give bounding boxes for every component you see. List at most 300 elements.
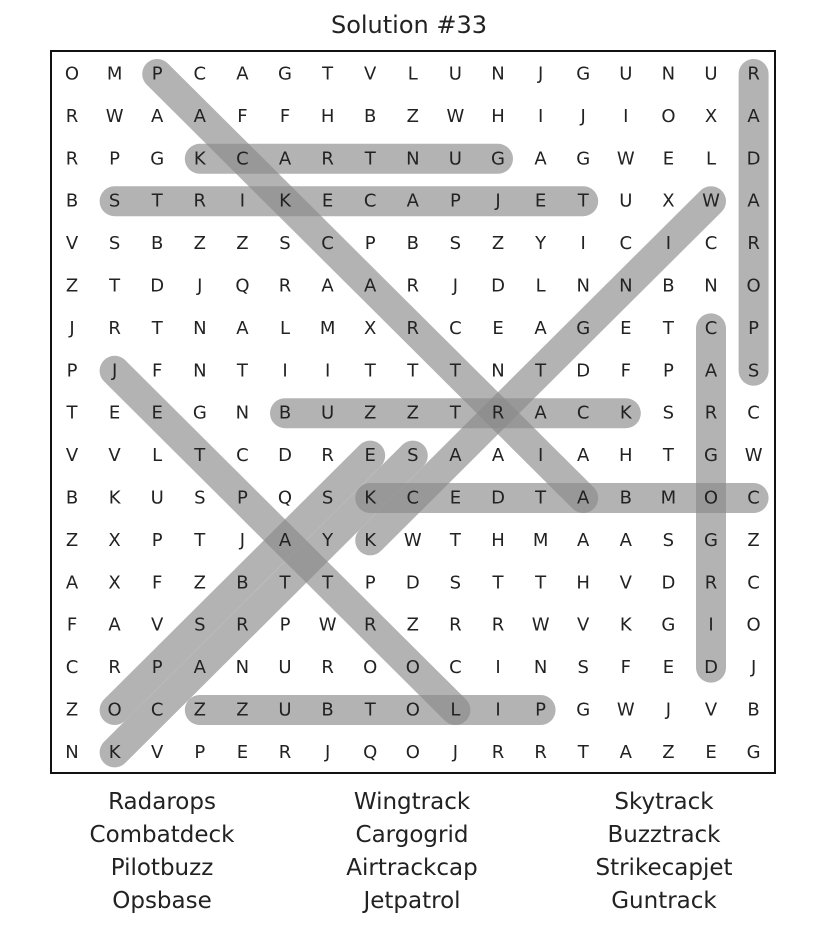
grid-cell: C (406, 487, 420, 509)
grid-cell: B (65, 190, 79, 212)
grid-cell: P (449, 190, 461, 212)
grid-cell: A (364, 275, 377, 297)
grid-cell: H (619, 445, 633, 467)
grid-cell: M (660, 487, 677, 509)
grid-cell: T (236, 360, 248, 382)
grid-cell: E (662, 657, 675, 679)
grid-cell: S (279, 233, 291, 255)
grid-cell: I (623, 105, 629, 127)
grid-cell: C (449, 657, 462, 679)
grid-cell: C (576, 402, 590, 424)
grid-cell: Z (491, 233, 505, 255)
grid-cell: C (449, 317, 462, 339)
grid-cell: K (619, 614, 632, 636)
grid-cell: Z (406, 105, 419, 127)
grid-cell: B (151, 233, 164, 255)
grid-cell: T (151, 317, 163, 339)
grid-cell: N (491, 63, 505, 85)
grid-cell: S (321, 487, 334, 509)
word-item: Skytrack (614, 789, 714, 815)
grid-cell: G (192, 402, 207, 424)
grid-cell: P (279, 614, 291, 636)
grid-cell: X (108, 529, 121, 551)
grid-cell: R (363, 614, 377, 636)
grid-cell: C (236, 148, 249, 170)
grid-cell: P (151, 657, 163, 679)
grid-cell: E (662, 148, 675, 170)
grid-cell: A (151, 105, 164, 127)
grid-cell: E (492, 317, 504, 339)
grid-cell: Z (193, 233, 206, 255)
grid-cell: R (406, 275, 420, 297)
grid-cell: Z (193, 572, 206, 594)
grid-cell: O (107, 699, 122, 721)
grid-cell: J (324, 741, 331, 763)
grid-cell: V (704, 699, 718, 721)
grid-cell: N (661, 63, 676, 85)
grid-cell: B (321, 699, 334, 721)
grid-cell: B (406, 233, 419, 255)
grid-cell: A (236, 63, 249, 85)
word-item: Airtrackcap (346, 855, 478, 881)
grid-cell: D (661, 572, 676, 594)
grid-cell: F (237, 105, 248, 127)
grid-cell: Z (662, 741, 675, 763)
grid-cell: J (197, 275, 203, 297)
grid-cell: T (577, 190, 589, 212)
grid-cell: H (320, 105, 335, 127)
grid-cell: I (708, 614, 714, 636)
grid-cell: U (704, 63, 718, 85)
grid-cell: Z (65, 529, 79, 551)
grid-cell: T (662, 445, 674, 467)
grid-cell: R (491, 741, 505, 763)
grid-cell: A (193, 657, 206, 679)
grid-cell: C (747, 487, 760, 509)
grid-cell: A (619, 529, 632, 551)
grid-cell: F (620, 657, 631, 679)
word-item: Opsbase (112, 888, 212, 914)
grid-cell: C (193, 63, 207, 85)
grid-cell: U (278, 699, 292, 721)
grid-cell: A (534, 148, 547, 170)
grid-cell: X (108, 572, 121, 594)
grid-cell: I (537, 445, 544, 467)
grid-cell: I (324, 360, 331, 382)
grid-cell: Q (363, 741, 378, 763)
grid-cell: P (364, 572, 376, 594)
grid-cell: R (704, 402, 718, 424)
word-list-column-2 (292, 786, 532, 918)
grid-cell: Z (65, 275, 79, 297)
grid-cell: F (66, 614, 78, 636)
grid-cell: N (193, 317, 207, 339)
grid-cell: J (580, 105, 586, 127)
grid-cell: F (620, 360, 631, 382)
grid-cell: T (66, 402, 78, 424)
grid-cell: G (661, 614, 676, 636)
grid-cell: A (577, 445, 590, 467)
grid-cell: U (150, 487, 164, 509)
word-item: Buzztrack (607, 822, 721, 848)
grid-cell: G (576, 148, 591, 170)
grid-cell: C (747, 402, 760, 424)
grid-cell: T (407, 360, 419, 382)
grid-cell: G (491, 148, 505, 170)
grid-cell: E (151, 402, 163, 424)
grid-cell: T (364, 699, 376, 721)
grid-cell: T (449, 529, 461, 551)
grid-cell: O (405, 657, 420, 679)
grid-cell: C (363, 190, 377, 212)
grid-cell: O (64, 63, 80, 85)
grid-cell: P (151, 63, 163, 85)
grid-cell: E (534, 190, 547, 212)
grid-cell: T (662, 317, 674, 339)
grid-cell: X (662, 190, 675, 212)
grid-cell: T (577, 741, 589, 763)
grid-cell: C (321, 233, 334, 255)
grid-cell: E (364, 445, 376, 467)
grid-cell: Z (406, 614, 419, 636)
word-item: Wingtrack (353, 789, 471, 815)
grid-cell: S (449, 233, 462, 255)
grid-cell: F (279, 105, 291, 127)
grid-cell: J (665, 699, 672, 721)
grid-cell: I (580, 233, 586, 255)
grid-cell: Q (235, 275, 250, 297)
grid-cell: P (662, 360, 674, 382)
grid-cell: V (65, 233, 79, 255)
grid-cell: K (108, 741, 121, 763)
grid-cell: A (577, 487, 590, 509)
grid-cell: R (449, 614, 462, 636)
grid-cell: L (152, 445, 163, 467)
grid-cell: R (278, 741, 292, 763)
grid-cell: L (450, 699, 461, 721)
word-item: Guntrack (611, 888, 717, 914)
grid-cell: N (704, 275, 718, 297)
grid-cell: Z (406, 402, 419, 424)
grid-cell: N (193, 360, 207, 382)
grid-cell: Y (535, 233, 547, 255)
grid-cell: T (449, 402, 461, 424)
grid-cell: B (662, 275, 675, 297)
grid-cell: A (108, 614, 121, 636)
grid-cell: V (65, 445, 79, 467)
grid-cell: K (619, 402, 632, 424)
grid-cell: A (65, 572, 79, 594)
grid-cell: Q (277, 487, 293, 509)
grid-cell: S (662, 402, 675, 424)
grid-cell: L (535, 275, 546, 297)
grid-cell: I (495, 699, 501, 721)
grid-cell: H (576, 572, 590, 594)
grid-cell: S (747, 360, 760, 382)
grid-cell: N (576, 275, 590, 297)
grid-cell: R (108, 657, 121, 679)
grid-cell: Z (747, 529, 760, 551)
grid-cell: N (235, 402, 250, 424)
grid-cell: P (109, 148, 121, 170)
grid-cell: Z (236, 233, 249, 255)
grid-cell: E (108, 402, 121, 424)
grid-cell: C (65, 657, 79, 679)
grid-cell: T (449, 360, 461, 382)
grid-cell: T (109, 275, 121, 297)
grid-cell: I (537, 105, 544, 127)
grid-cell: Z (65, 699, 79, 721)
grid-cell: J (495, 190, 501, 212)
grid-cell: C (150, 699, 164, 721)
grid-cell: A (406, 190, 419, 212)
grid-cell: L (407, 63, 418, 85)
grid-cell: P (66, 360, 78, 382)
grid-cell: O (363, 657, 378, 679)
grid-cell: P (236, 487, 248, 509)
grid-cell: R (406, 317, 420, 339)
grid-cell: A (747, 190, 760, 212)
grid-cell: T (535, 360, 547, 382)
grid-cell: D (278, 445, 292, 467)
grid-cell: N (235, 657, 250, 679)
grid-cell: R (321, 148, 334, 170)
grid-cell: W (403, 529, 422, 551)
grid-cell: D (150, 275, 165, 297)
grid-cell: E (449, 487, 462, 509)
grid-cell: O (703, 487, 719, 509)
grid-cell: U (321, 402, 335, 424)
grid-cell: S (194, 614, 206, 636)
grid-cell: N (406, 148, 420, 170)
grid-cell: W (744, 445, 763, 467)
grid-cell: C (704, 233, 718, 255)
grid-cell: V (151, 741, 164, 763)
grid-cell: I (282, 360, 288, 382)
grid-cell: M (319, 317, 336, 339)
grid-cell: S (194, 487, 206, 509)
grid-cell: Y (322, 529, 334, 551)
grid-cell: N (619, 275, 633, 297)
grid-cell: V (151, 614, 164, 636)
grid-cell: R (65, 148, 79, 170)
grid-cell: K (364, 487, 377, 509)
grid-cell: A (534, 402, 547, 424)
grid-cell: Z (193, 699, 206, 721)
grid-cell: O (661, 105, 676, 127)
grid-cell: R (321, 445, 334, 467)
grid-cell: T (322, 572, 334, 594)
solution-highlights (115, 74, 757, 752)
word-item: Strikecapjet (595, 855, 733, 881)
word-item: Radarops (108, 789, 216, 815)
grid-cell: T (322, 63, 334, 85)
grid-cell: R (534, 741, 547, 763)
grid-cell: C (236, 445, 249, 467)
grid-cell: R (491, 402, 505, 424)
word-list-column-1 (42, 786, 282, 918)
grid-cell: B (278, 402, 292, 424)
grid-cell: D (704, 657, 718, 679)
grid-cell: S (662, 529, 675, 551)
grid-cell: W (318, 614, 337, 636)
grid-cell: A (747, 105, 760, 127)
grid-cell: A (619, 741, 632, 763)
grid-cell: R (278, 275, 292, 297)
grid-cell: J (750, 657, 757, 679)
grid-cell: P (151, 529, 163, 551)
grid-cell: E (620, 317, 632, 339)
grid-cell: K (364, 529, 377, 551)
grid-cell: M (532, 529, 549, 551)
puzzle-title: Solution #33 (330, 11, 488, 39)
grid-cell: V (364, 63, 377, 85)
grid-cell: B (364, 105, 377, 127)
grid-cell: B (747, 699, 760, 721)
grid-cell: U (619, 63, 633, 85)
grid-cell: Z (364, 402, 377, 424)
grid-cell: K (193, 148, 206, 170)
grid-cell: N (65, 741, 79, 763)
grid-cell: D (491, 275, 505, 297)
grid-cell: A (534, 317, 547, 339)
grid-cell: G (576, 317, 591, 339)
grid-cell: R (108, 317, 121, 339)
grid-cell: P (535, 699, 547, 721)
grid-cell: B (65, 487, 79, 509)
grid-cell: T (535, 487, 547, 509)
grid-cell: X (364, 317, 377, 339)
grid-cell: S (108, 233, 121, 255)
grid-cell: S (108, 190, 121, 212)
grid-cell: L (705, 148, 717, 170)
grid-cell: A (321, 275, 334, 297)
grid-cell: V (577, 614, 590, 636)
grid-cell: S (577, 657, 589, 679)
grid-cell: M (106, 63, 123, 85)
grid-cell: G (704, 529, 718, 551)
grid-cell: I (495, 657, 501, 679)
grid-cell: R (236, 614, 249, 636)
grid-cell: G (576, 63, 591, 85)
grid-cell: V (619, 572, 632, 594)
grid-cell: G (278, 63, 292, 85)
grid-cell: J (452, 275, 459, 297)
grid-cell: C (747, 572, 760, 594)
grid-cell: I (665, 233, 672, 255)
grid-cell: F (152, 572, 163, 594)
word-item: Jetpatrol (363, 888, 461, 914)
grid-cell: O (405, 741, 420, 763)
grid-cell: R (747, 63, 760, 85)
grid-cell: D (576, 360, 591, 382)
grid-cell: T (535, 572, 547, 594)
word-list-column-3 (544, 786, 784, 918)
grid-cell: F (152, 360, 163, 382)
grid-cell: J (69, 317, 75, 339)
grid-cell: G (746, 741, 761, 763)
grid-cell: U (448, 148, 462, 170)
grid-cell: D (746, 148, 761, 170)
grid-cell: K (108, 487, 121, 509)
word-item: Pilotbuzz (110, 855, 214, 881)
grid-cell: G (150, 148, 165, 170)
grid-cell: H (491, 105, 505, 127)
grid-cell: E (236, 741, 249, 763)
grid-cell: T (151, 190, 163, 212)
grid-cell: W (702, 190, 720, 212)
grid-cell: D (405, 572, 420, 594)
grid-cell: J (111, 360, 118, 382)
grid-cell: T (194, 445, 206, 467)
grid-cell: E (321, 190, 334, 212)
grid-cell: W (616, 699, 635, 721)
grid-cell: T (364, 148, 376, 170)
grid-cell: C (619, 233, 633, 255)
grid-cell: G (704, 445, 718, 467)
grid-cell: R (321, 657, 334, 679)
grid-cell: C (704, 317, 718, 339)
grid-cell: A (577, 529, 590, 551)
word-list (0, 786, 818, 926)
grid-cell: U (448, 63, 462, 85)
grid-cell: E (705, 741, 717, 763)
grid-cell: N (533, 657, 548, 679)
grid-cell: V (108, 445, 121, 467)
grid-cell: Z (236, 699, 249, 721)
grid-cell: N (491, 360, 505, 382)
grid-cell: L (279, 317, 291, 339)
grid-cell: T (364, 360, 376, 382)
word-item: Combatdeck (89, 822, 235, 848)
grid-cell: R (491, 614, 505, 636)
grid-cell: K (279, 190, 291, 212)
grid-cell: A (278, 529, 292, 551)
grid-cell: P (748, 317, 760, 339)
grid-cell: R (65, 105, 79, 127)
grid-cell: A (278, 148, 292, 170)
grid-cell: O (746, 614, 761, 636)
grid-cell: X (704, 105, 718, 127)
grid-cell: G (576, 699, 591, 721)
grid-cell: T (194, 529, 206, 551)
grid-cell: J (239, 529, 246, 551)
grid-cell: W (446, 105, 465, 127)
grid-cell: R (704, 572, 718, 594)
grid-cell: B (619, 487, 632, 509)
grid-cell: H (491, 529, 505, 551)
grid-cell: P (364, 233, 376, 255)
grid-cell: T (279, 572, 291, 594)
grid-cell: O (405, 699, 420, 721)
grid-cell: A (449, 445, 462, 467)
grid-cell: B (236, 572, 249, 594)
grid-cell: A (491, 445, 505, 467)
grid-cell: W (531, 614, 550, 636)
grid-cell: O (746, 275, 761, 297)
grid-cell: R (193, 190, 207, 212)
grid-cell: U (619, 190, 633, 212)
grid-cell: A (193, 105, 206, 127)
grid-cell: U (278, 657, 292, 679)
grid-cell: J (537, 63, 544, 85)
grid-cell: T (492, 572, 504, 594)
grid-cell: S (449, 572, 462, 594)
grid-cell: S (407, 445, 419, 467)
word-item: Cargogrid (355, 822, 469, 848)
grid-cell: R (747, 233, 760, 255)
grid-cell: I (239, 190, 246, 212)
